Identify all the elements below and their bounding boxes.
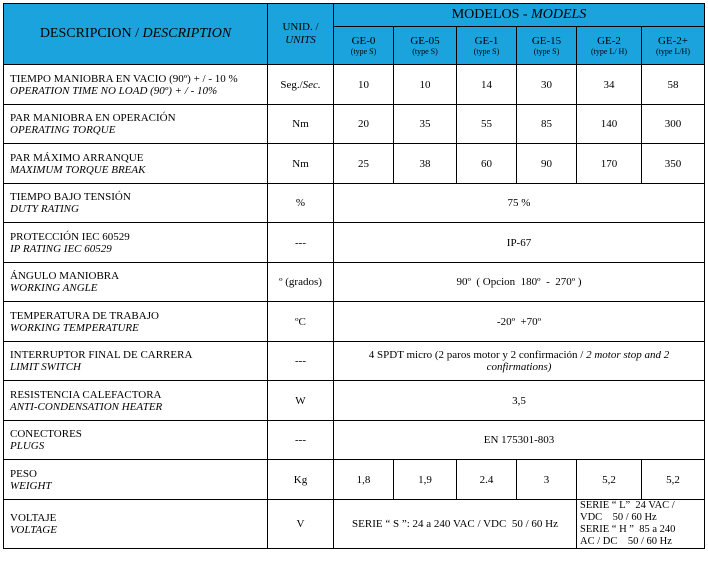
row-unit: V (268, 500, 334, 549)
value-cell: 140 (577, 105, 642, 144)
model-header (517, 27, 577, 65)
value-cell (334, 342, 705, 381)
table-row (4, 302, 705, 342)
value-cell: 10 (394, 65, 457, 105)
row-unit: Nm (268, 144, 334, 184)
header-description-es: DESCRIPCION / (39, 26, 139, 41)
row-label-es: PAR MANIOBRA EN OPERACIÓN (10, 112, 176, 124)
table-row (4, 263, 705, 302)
row-label-en: WORKING TEMPERATURE (10, 321, 139, 334)
table-row (4, 342, 705, 381)
row-label-es: PROTECCIÓN IEC 60529 (10, 230, 130, 243)
value-cell: 170 (577, 144, 642, 184)
table-row (4, 460, 705, 500)
row-label-es: ÁNGULO MANIOBRA (10, 270, 120, 282)
row-label-es: PESO (10, 467, 37, 480)
model-type: (type S) (473, 46, 500, 56)
model-name: GE-2 (597, 34, 621, 47)
value-cell: IP-67 (334, 223, 705, 263)
model-name: GE-1 (474, 34, 499, 47)
row-label-en: WORKING ANGLE (10, 282, 98, 294)
model-header (577, 27, 642, 65)
table-row (4, 65, 705, 105)
voltage-lh-line: SERIE “ L” 24 VAC / (580, 500, 675, 511)
value-cell: 90 (517, 144, 577, 184)
header-units (268, 4, 334, 65)
value-cell: 20 (334, 105, 394, 144)
table-row (4, 421, 705, 460)
model-header (334, 27, 394, 65)
model-header (394, 27, 457, 65)
value-cell: SERIE “ S ”: 24 a 240 VAC / VDC 50 / 60 Hz (334, 500, 577, 549)
value-cell: 90º ( Opcion 180º - 270º ) (334, 263, 705, 302)
row-unit (268, 65, 334, 105)
header-description (4, 4, 268, 65)
value-cell: 3,5 (334, 381, 705, 421)
row-label-en: WEIGHT (10, 479, 52, 492)
row-unit: W (268, 381, 334, 421)
model-type: (type L/H) (656, 46, 690, 56)
row-unit: --- (268, 342, 334, 381)
value-cell: 60 (457, 144, 517, 184)
value-cell: 35 (394, 105, 457, 144)
row-label-es: CONECTORES (10, 428, 82, 440)
value-cell: 5,2 (642, 460, 705, 500)
unit-en: Sec. (302, 78, 321, 91)
row-label-es: TIEMPO MANIOBRA EN VACIO (90º) + / - 10 % (10, 72, 238, 85)
model-name: GE-2+ (657, 34, 689, 47)
value-cell: 14 (457, 65, 517, 105)
value-cell: 5,2 (577, 460, 642, 500)
row-label-en: PLUGS (10, 440, 45, 452)
row-description (4, 302, 268, 342)
model-name: GE-15 (531, 34, 562, 47)
model-type: (type S) (412, 46, 438, 56)
value-cell: 25 (334, 144, 394, 184)
row-unit: --- (268, 421, 334, 460)
row-label-en: OPERATION TIME NO LOAD (90º) + / - 10% (10, 84, 218, 97)
value-cell: 30 (517, 65, 577, 105)
row-label-es: TEMPERATURA DE TRABAJO (10, 309, 159, 322)
row-description (4, 421, 268, 460)
value-cell: -20º +70º (334, 302, 705, 342)
value-es: 4 SPDT micro (2 paros motor y 2 confirmación / (368, 349, 584, 361)
voltage-lh-line: SERIE “ H ” 85 a 240 (580, 524, 676, 535)
row-description (4, 263, 268, 302)
row-description (4, 223, 268, 263)
value-cell: 2.4 (457, 460, 517, 500)
row-label-es: INTERRUPTOR FINAL DE CARRERA (10, 349, 193, 361)
table-row (4, 500, 705, 549)
value-cell: 58 (642, 65, 705, 105)
value-cell: 38 (394, 144, 457, 184)
voltage-lh-line: AC / DC 50 / 60 Hz (580, 536, 672, 547)
header-models-en: MODELS (531, 7, 587, 22)
header-description-en: DESCRIPTION (142, 26, 232, 41)
header-models-es: MODELOS - (451, 7, 528, 22)
row-label-en: OPERATING TORQUE (10, 124, 116, 136)
value-cell (577, 500, 705, 549)
row-unit: Kg (268, 460, 334, 500)
row-unit: --- (268, 223, 334, 263)
model-type: (type S) (533, 46, 560, 56)
header-units-en: UNITS (285, 34, 316, 46)
table-row (4, 105, 705, 144)
row-label-en: ANTI-CONDENSATION HEATER (10, 400, 163, 413)
value-en: 2 motor stop and 2 confirmations) (486, 349, 670, 373)
unit-es: Seg./ (280, 78, 303, 91)
model-header (642, 27, 705, 65)
table-row (4, 223, 705, 263)
model-header (457, 27, 517, 65)
table-row (4, 184, 705, 223)
row-description (4, 342, 268, 381)
row-label-es: TIEMPO BAJO TENSIÓN (10, 191, 131, 203)
value-cell: 34 (577, 65, 642, 105)
row-label-en: LIMIT SWITCH (10, 361, 82, 373)
header-models (334, 4, 705, 27)
value-cell: 75 % (334, 184, 705, 223)
row-label-en: MAXIMUM TORQUE BREAK (10, 163, 146, 176)
row-description (4, 144, 268, 184)
value-cell: 55 (457, 105, 517, 144)
row-label-en: VOLTAGE (10, 524, 57, 536)
value-cell: 350 (642, 144, 705, 184)
model-name: GE-0 (351, 34, 376, 47)
value-cell: 300 (642, 105, 705, 144)
header-units-es: UNID. / (282, 21, 319, 33)
row-description (4, 500, 268, 549)
row-label-es: PAR MÁXIMO ARRANQUE (10, 151, 144, 164)
table-row (4, 381, 705, 421)
row-unit: Nm (268, 105, 334, 144)
value-cell: 10 (334, 65, 394, 105)
row-description (4, 65, 268, 105)
row-label-en: DUTY RATING (10, 203, 79, 215)
row-label-es: RESISTENCIA CALEFACTORA (10, 388, 162, 401)
specifications-table (3, 3, 705, 549)
value-cell: 1,8 (334, 460, 394, 500)
row-description (4, 460, 268, 500)
row-unit: º (grados) (268, 263, 334, 302)
row-label-en: IP RATING IEC 60529 (10, 242, 112, 255)
row-label-es: VOLTAJE (10, 512, 57, 524)
value-cell: EN 175301-803 (334, 421, 705, 460)
model-name: GE-05 (410, 34, 440, 47)
row-description (4, 381, 268, 421)
model-type: (type L/ H) (591, 46, 627, 56)
value-cell: 1,9 (394, 460, 457, 500)
voltage-lh-line: VDC 50 / 60 Hz (580, 512, 657, 523)
value-cell: 3 (517, 460, 577, 500)
row-description (4, 105, 268, 144)
row-unit: % (268, 184, 334, 223)
model-type: (type S) (350, 46, 377, 56)
row-unit: ºC (268, 302, 334, 342)
value-cell: 85 (517, 105, 577, 144)
row-description (4, 184, 268, 223)
table-row (4, 144, 705, 184)
